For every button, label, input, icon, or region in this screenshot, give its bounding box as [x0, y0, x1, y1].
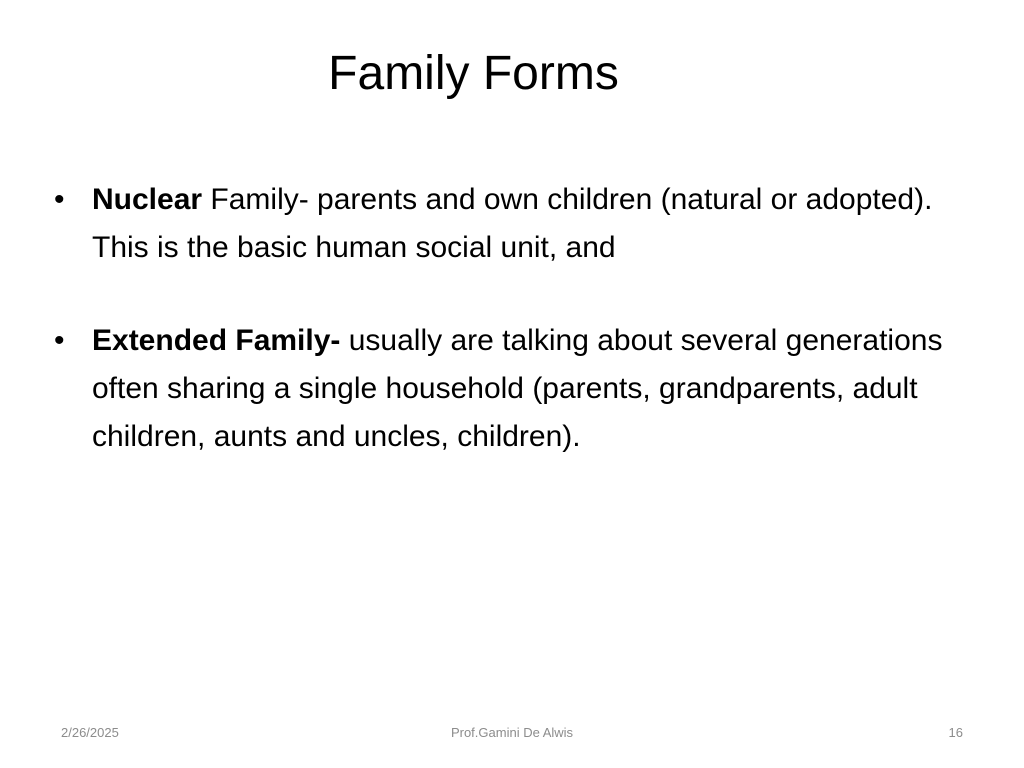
bullet-lead-nuclear: Nuclear: [92, 183, 203, 216]
bullet-list: [54, 176, 954, 506]
slide-title: Family Forms: [328, 47, 619, 100]
footer-date: 2/26/2025: [61, 725, 119, 740]
bullet-item-nuclear: [54, 176, 954, 272]
bullet-text-nuclear: Family- parents and own children (natural or adopted). This is the basic human social unit, and: [92, 183, 933, 264]
bullet-lead-extended: Extended Family-: [92, 324, 341, 357]
footer-page-number: 16: [948, 725, 963, 740]
footer-author: Prof.Gamini De Alwis: [450, 725, 574, 740]
bullet-dot-icon: •: [54, 324, 65, 357]
bullet-dot-icon: •: [54, 183, 65, 216]
bullet-item-extended: [54, 317, 954, 461]
bullet-text-extended: usually are talking about several generations often sharing a single household (parents, grandparents, adult children, aunts and uncles, children).: [92, 324, 943, 453]
